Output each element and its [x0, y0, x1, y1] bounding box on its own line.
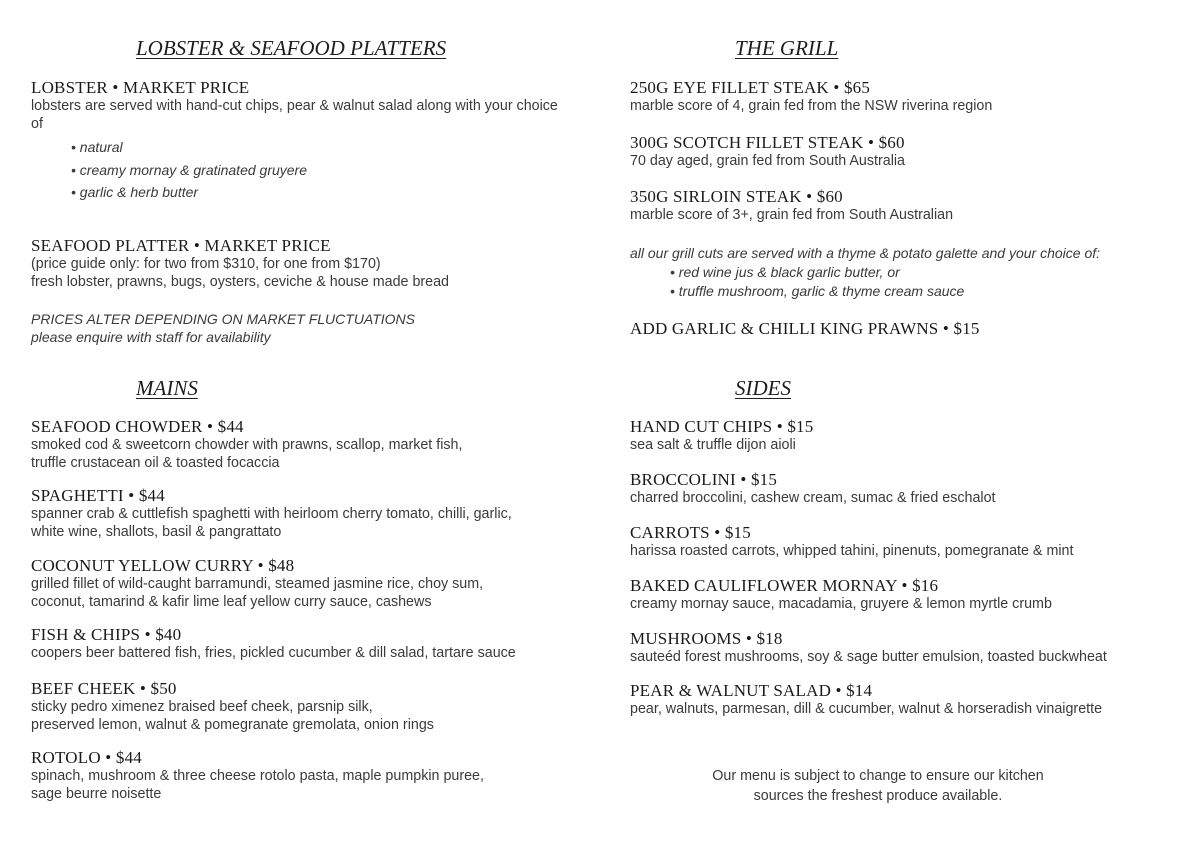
section-title-sides: SIDES — [735, 376, 791, 400]
menu-item-sirloin — [630, 187, 1175, 225]
item-description: 70 day aged, grain fed from South Australia — [630, 153, 905, 169]
menu-item-seafood-chowder — [31, 417, 571, 472]
section-title-mains: MAINS — [136, 376, 198, 400]
item-description: lobsters are served with hand-cut chips, pear & walnut salad along with your choice of — [31, 98, 558, 132]
item-description: sage beurre noisette — [31, 785, 162, 802]
menu-item-fish-and-chips — [31, 625, 571, 663]
market-price-note — [31, 310, 571, 346]
item-description: creamy mornay sauce, macadamia, gruyere & lemon myrtle crumb — [630, 596, 1052, 612]
item-description: charred broccolini, cashew cream, sumac & fried eschalot — [630, 490, 996, 506]
grill-note: all our grill cuts are served with a thyme & potato galette and your choice of: — [630, 245, 1101, 261]
item-name: ADD GARLIC & CHILLI KING PRAWNS • $15 — [630, 319, 980, 338]
item-description: smoked cod & sweetcorn chowder with prawns, scallop, market fish, — [31, 437, 463, 453]
item-name: COCONUT YELLOW CURRY • $48 — [31, 556, 295, 575]
item-description: sea salt & truffle dijon aioli — [630, 437, 796, 453]
item-description: sauteéd forest mushrooms, soy & sage butter emulsion, toasted buckwheat — [630, 649, 1107, 665]
item-description: (price guide only: for two from $310, for one from $170) — [31, 256, 381, 272]
item-description: spinach, mushroom & three cheese rotolo pasta, maple pumpkin puree, — [31, 768, 484, 784]
menu-item-scotch-fillet — [630, 133, 1175, 171]
menu-disclaimer — [630, 766, 1126, 806]
item-name: SEAFOOD CHOWDER • $44 — [31, 417, 244, 436]
item-name: 350G SIRLOIN STEAK • $60 — [630, 187, 843, 206]
grill-options-list — [670, 263, 964, 301]
option-item: • truffle mushroom, garlic & thyme cream sauce — [670, 283, 965, 299]
item-description: sticky pedro ximenez braised beef cheek, parsnip silk, — [31, 699, 373, 715]
item-name: BAKED CAULIFLOWER MORNAY • $16 — [630, 576, 939, 595]
menu-item-coconut-yellow-curry — [31, 556, 571, 611]
item-description: white wine, shallots, basil & pangrattato — [31, 523, 282, 540]
item-description: marble score of 4, grain fed from the NSW riverina region — [630, 98, 993, 114]
item-name: BROCCOLINI • $15 — [630, 470, 778, 489]
menu-item-cauliflower-mornay — [630, 576, 1175, 614]
item-name: HAND CUT CHIPS • $15 — [630, 417, 814, 436]
menu-item-mushrooms — [630, 629, 1175, 667]
item-description: preserved lemon, walnut & pomegranate gremolata, onion rings — [31, 716, 434, 733]
item-description: marble score of 3+, grain fed from South Australian — [630, 207, 954, 223]
item-description: fresh lobster, prawns, bugs, oysters, ceviche & house made bread — [31, 273, 450, 290]
menu-item-seafood-platter — [31, 236, 571, 291]
menu-item-addon-prawns — [630, 319, 1175, 339]
note-line: PRICES ALTER DEPENDING ON MARKET FLUCTUATIONS — [31, 311, 416, 327]
item-description: coconut, tamarind & kafir lime leaf yellow curry sauce, cashews — [31, 593, 432, 610]
menu-item-eye-fillet — [630, 78, 1175, 116]
item-description: harissa roasted carrots, whipped tahini, pinenuts, pomegranate & mint — [630, 543, 1074, 559]
item-description: spanner crab & cuttlefish spaghetti with heirloom cherry tomato, chilli, garlic, — [31, 506, 512, 522]
menu-item-carrots — [630, 523, 1175, 561]
item-name: BEEF CHEEK • $50 — [31, 679, 177, 698]
item-name: MUSHROOMS • $18 — [630, 629, 783, 648]
note-line: please enquire with staff for availability — [31, 329, 271, 345]
lobster-options-list — [71, 136, 307, 204]
disclaimer-line: sources the freshest produce available. — [753, 788, 1003, 804]
item-name: SEAFOOD PLATTER • MARKET PRICE — [31, 236, 331, 255]
menu-item-hand-cut-chips — [630, 417, 1175, 455]
item-name: ROTOLO • $44 — [31, 748, 142, 767]
item-name: 300G SCOTCH FILLET STEAK • $60 — [630, 133, 905, 152]
item-description: pear, walnuts, parmesan, dill & cucumber, walnut & horseradish vinaigrette — [630, 701, 1103, 717]
option-item: • red wine jus & black garlic butter, or — [670, 264, 900, 280]
section-title-grill: THE GRILL — [735, 36, 839, 60]
menu-item-rotolo — [31, 748, 571, 803]
menu-item-pear-walnut-salad — [630, 681, 1175, 719]
item-description: truffle crustacean oil & toasted focaccia — [31, 454, 280, 471]
menu-item-lobster — [31, 78, 571, 133]
item-name: FISH & CHIPS • $40 — [31, 625, 182, 644]
menu-item-spaghetti — [31, 486, 571, 541]
option-item: • garlic & herb butter — [71, 184, 199, 200]
menu-item-broccolini — [630, 470, 1175, 508]
item-name: 250G EYE FILLET STEAK • $65 — [630, 78, 871, 97]
option-item: • natural — [71, 139, 123, 155]
item-name: PEAR & WALNUT SALAD • $14 — [630, 681, 873, 700]
menu-item-beef-cheek — [31, 679, 571, 734]
item-description: grilled fillet of wild-caught barramundi, steamed jasmine rice, choy sum, — [31, 576, 484, 592]
item-name: CARROTS • $15 — [630, 523, 751, 542]
disclaimer-line: Our menu is subject to change to ensure our kitchen — [712, 768, 1044, 784]
option-item: • creamy mornay & gratinated gruyere — [71, 161, 308, 178]
item-description: coopers beer battered fish, fries, pickled cucumber & dill salad, tartare sauce — [31, 645, 516, 661]
section-title-lobster: LOBSTER & SEAFOOD PLATTERS — [136, 36, 447, 60]
item-name: SPAGHETTI • $44 — [31, 486, 165, 505]
item-name: LOBSTER • MARKET PRICE — [31, 78, 250, 97]
